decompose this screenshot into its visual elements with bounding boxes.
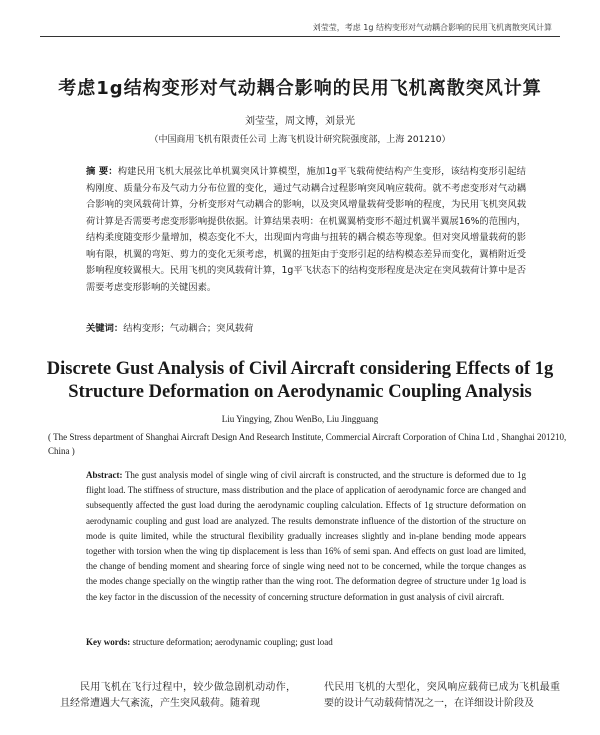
zh-abstract-label: 摘 要： bbox=[86, 166, 118, 177]
en-keywords-label: Key words: bbox=[86, 637, 131, 647]
zh-affiliation: （中国商用飞机有限责任公司 上海飞机设计研究院强度部，上海 201210） bbox=[149, 135, 451, 145]
zh-keywords-text: 结构变形；气动耦合；突风载荷 bbox=[123, 323, 254, 334]
en-abstract-text: The gust analysis model of single wing of civil aircraft is constructed, and the structure is deformed due to 1g flight load. The stiffness of structure, mass distribution and the place of application of aerodynamic force are changed and subsequently affected the gust load during the aerodynamic coupling calculation. Effects of 1g structure deformation on aerodynamic coupling and gust load are analyzed. The results demonstrate influence of the distortion of the structure on mode is quite limited, while the structural flexibility gradually increases slightly and in-plane bending mode appears together with torsion when the wing tip displacement is less than 16% of semi span. And effects on gust load are limited, the change of bending moment and shearing force of single wing need not to be concerned, while the torque changes as the modes change specially on the wingtip rather than the wing root. The deformation degree of structure under 1g load is the key factor in the discussion of the necessity of concerning structure deformation in gust analysis of civil aircraft. bbox=[86, 470, 526, 602]
zh-authors: 刘莹莹，周文博，刘景光 bbox=[245, 116, 355, 127]
en-authors: Liu Yingying, Zhou WenBo, Liu Jingguang bbox=[221, 414, 379, 424]
zh-title: 考虑1g结构变形对气动耦合影响的民用飞机离散突风计算 bbox=[58, 78, 542, 99]
header-rule bbox=[40, 36, 560, 37]
en-abstract-label: Abstract: bbox=[86, 470, 123, 480]
en-title: Discrete Gust Analysis of Civil Aircraft considering Effects of 1g Structure Deformation on Aerodynamic Coupling Analysis bbox=[46, 359, 554, 402]
zh-keywords bbox=[86, 320, 526, 334]
en-abstract bbox=[86, 468, 526, 605]
en-keywords-text: structure deformation; aerodynamic coupling; gust load bbox=[132, 637, 333, 647]
en-keywords bbox=[86, 637, 526, 647]
zh-abstract bbox=[86, 164, 526, 296]
running-head: 刘莹莹，考虑 1g 结构变形对气动耦合影响的民用飞机离散突风计算 bbox=[312, 23, 552, 32]
zh-keywords-label: 关键词： bbox=[86, 323, 124, 334]
zh-abstract-text: 构建民用飞机大展弦比单机翼突风计算模型，施加1g平飞载荷使结构产生变形，该结构变形引起结构刚度、质量分布及气动力分布位置的变化，通过气动耦合过程影响突风响应载荷。就不考虑变形对气动耦合影响的突风载荷计算，分析变形对气动耦合的影响，以及突风增量载荷受影响的程度，为民用飞机突风载荷计算是否需要考虑变形影响提供依据。计算结果表明：在机翼翼梢变形不超过机翼半翼展16%的范围内，结构柔度随变形少量增加，模态变化不大，出现面内弯曲与扭转的耦合模态等现象。但对突风增量载荷的影响有限，机翼的弯矩、剪力的变化无须考虑，机翼的扭矩由于变形引起的结构模态差异而变化，翼梢附近受影响程度较翼根大。民用飞机的突风载荷计算，1g平飞状态下的结构变形程度是决定在突风载荷计算中是否需要考虑变形影响的关键因素。 bbox=[86, 166, 526, 293]
body-text bbox=[60, 680, 560, 712]
body-column-left: 民用飞机在飞行过程中，较少做急剧机动动作，且经常遭遇大气紊流，产生突风载荷。随着现 bbox=[60, 682, 296, 709]
en-affiliation: ( The Stress department of Shanghai Aircraft Design And Research Institute, Commercial Aircraft Corporation of China Ltd , Shanghai 201210, China ) bbox=[48, 432, 567, 456]
body-column-right: 代民用飞机的大型化，突风响应载荷已成为飞机最重要的设计气动载荷情况之一，在详细设计阶段及 bbox=[324, 682, 560, 709]
